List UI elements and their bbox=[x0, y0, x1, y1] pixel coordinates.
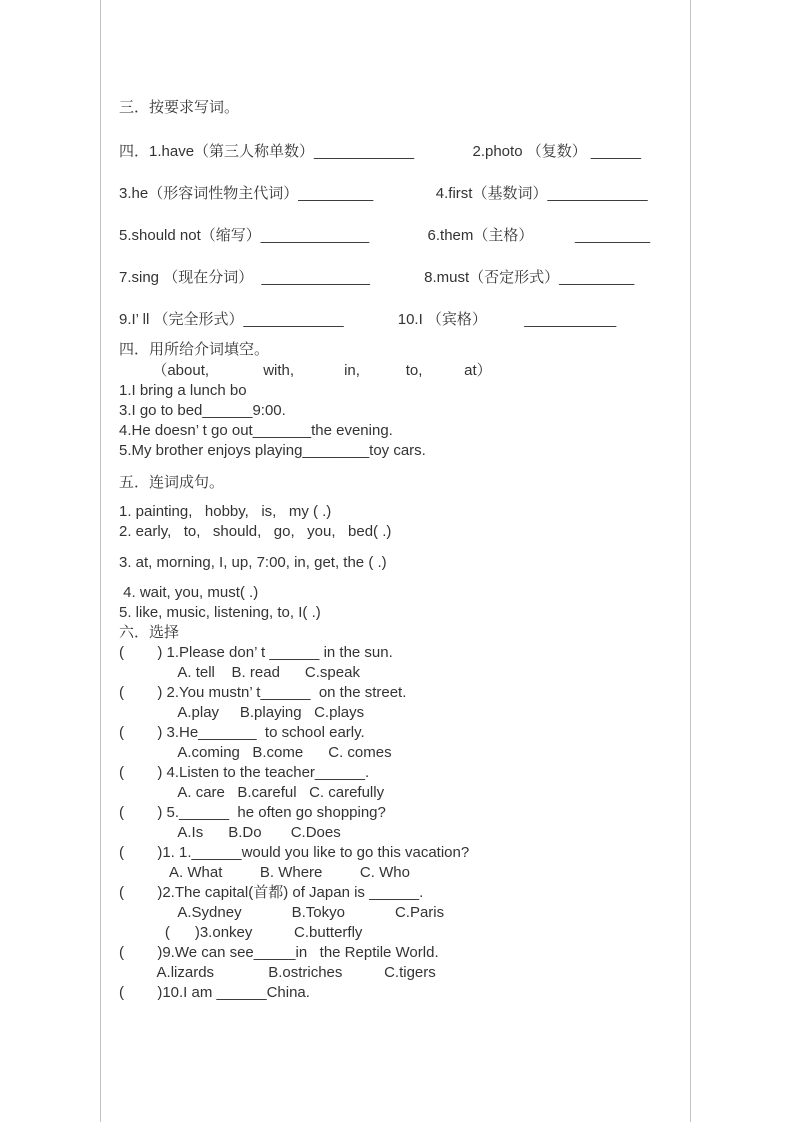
wordform-line: 5.should not（缩写）_____________ 6.them（主格） _________ bbox=[119, 227, 651, 244]
worksheet-content bbox=[100, 0, 691, 1122]
sentence-line: 3. at, morning, I, up, 7:00, in, get, the ( .) bbox=[119, 554, 387, 571]
section-6-heading: 六．选择 bbox=[119, 624, 180, 641]
choice-question: ( ) 1.Please don’ t ______ in the sun. bbox=[119, 644, 393, 661]
wordform-line: 3.he（形容词性物主代词）_________ 4.first（基数词）____________ bbox=[119, 185, 648, 202]
choice-question: ( )1. 1.______would you like to go this vacation? bbox=[119, 844, 470, 861]
choice-options: A.Sydney B.Tokyo C.Paris bbox=[119, 904, 445, 921]
choice-question: ( ) 3.He_______ to school early. bbox=[119, 724, 365, 741]
sentence-line: 1. painting, hobby, is, my ( .) bbox=[119, 503, 332, 520]
choice-options: A.play B.playing C.plays bbox=[119, 704, 365, 721]
choice-options: A.lizards B.ostriches C.tigers bbox=[119, 964, 436, 981]
sentence-line: 5. like, music, listening, to, I( .) bbox=[119, 604, 321, 621]
fill-blank-line: 4.He doesn’ t go out_______the evening. bbox=[119, 422, 393, 439]
wordform-line: 9.I’ ll （完全形式）____________ 10.I （宾格） ___________ bbox=[119, 311, 617, 328]
preposition-hint: （about, with, in, to, at） bbox=[119, 362, 492, 379]
choice-options: A.coming B.come C. comes bbox=[119, 744, 392, 761]
choice-options: A. What B. Where C. Who bbox=[119, 864, 410, 881]
wordform-line: 7.sing （现在分词） _____________ 8.must（否定形式）_________ bbox=[119, 269, 635, 286]
section-4-heading: 四．用所给介词填空。 bbox=[119, 341, 270, 358]
choice-options: A.Is B.Do C.Does bbox=[119, 824, 341, 841]
fill-blank-line: 3.I go to bed______9:00. bbox=[119, 402, 286, 419]
sentence-line: 2. early, to, should, go, you, bed( .) bbox=[119, 523, 392, 540]
choice-options: A. care B.careful C. carefully bbox=[119, 784, 385, 801]
choice-question: ( )10.I am ______China. bbox=[119, 984, 310, 1001]
choice-options: A. tell B. read C.speak bbox=[119, 664, 360, 681]
choice-question: ( ) 5.______ he often go shopping? bbox=[119, 804, 386, 821]
section-3-heading: 三．按要求写词。 bbox=[119, 99, 240, 116]
choice-question: ( )2.The capital(首都) of Japan is ______. bbox=[119, 884, 424, 901]
section-5-heading: 五．连词成句。 bbox=[119, 474, 225, 491]
choice-question: ( )9.We can see_____in the Reptile World. bbox=[119, 944, 439, 961]
wordform-line: 四．1.have（第三人称单数）____________ 2.photo （复数） ______ bbox=[119, 143, 641, 160]
fill-blank-line: 5.My brother enjoys playing________toy cars. bbox=[119, 442, 426, 459]
choice-question: ( )3.onkey C.butterfly bbox=[119, 924, 363, 941]
sentence-line: 4. wait, you, must( .) bbox=[119, 584, 259, 601]
fill-blank-line: 1.I bring a lunch bo bbox=[119, 382, 247, 399]
choice-question: ( ) 4.Listen to the teacher______. bbox=[119, 764, 370, 781]
choice-question: ( ) 2.You mustn’ t______ on the street. bbox=[119, 684, 407, 701]
